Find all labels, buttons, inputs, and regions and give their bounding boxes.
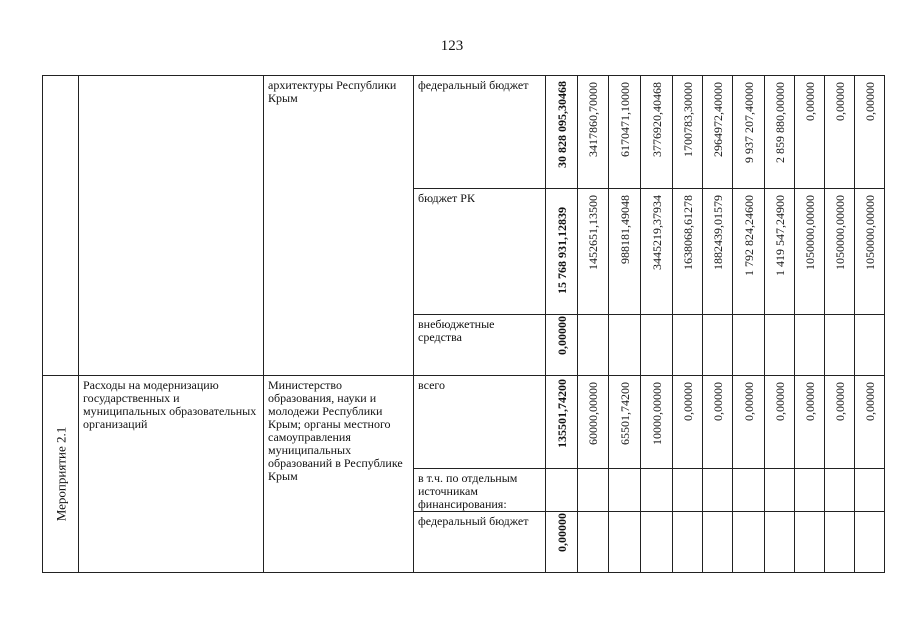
year-value-cell: [578, 314, 609, 375]
year-value-cell: [825, 512, 855, 573]
funding-source-cell: федеральный бюджет: [414, 76, 546, 189]
total-cell: 0,00000: [546, 512, 578, 573]
year-value-cell: [795, 314, 825, 375]
year-value-cell: [703, 314, 733, 375]
table-row: [43, 375, 885, 468]
year-value-cell: 1452651,13500: [578, 189, 609, 315]
year-value-cell: [825, 468, 855, 512]
total-cell: 30 828 095,30468: [546, 76, 578, 189]
year-value-cell: 65501,74200: [609, 375, 641, 468]
year-value-cell: [703, 512, 733, 573]
year-value-cell: 6170471,10000: [609, 76, 641, 189]
total-cell: 15 768 931,12839: [546, 189, 578, 315]
year-value-cell: [765, 314, 795, 375]
year-value-cell: [641, 512, 673, 573]
year-value-cell: 0,00000: [825, 375, 855, 468]
year-value-cell: 988181,49048: [609, 189, 641, 315]
year-value-cell: 1050000,00000: [855, 189, 885, 315]
year-value-cell: 10000,00000: [641, 375, 673, 468]
event-number-cell: [43, 76, 79, 376]
year-value-cell: [578, 468, 609, 512]
year-value-cell: 60000,00000: [578, 375, 609, 468]
year-value-cell: [765, 468, 795, 512]
funding-source-cell: всего: [414, 375, 546, 468]
total-cell: 135501,74200: [546, 375, 578, 468]
event-name-cell: Расходы на модернизацию государственных и муниципальных образовательных организаций: [79, 375, 264, 572]
total-cell: 0,00000: [546, 314, 578, 375]
table-row: [43, 76, 885, 189]
year-value-cell: 1700783,30000: [673, 76, 703, 189]
year-value-cell: [609, 314, 641, 375]
year-value-cell: [609, 468, 641, 512]
year-value-cell: 1638068,61278: [673, 189, 703, 315]
year-value-cell: 1050000,00000: [795, 189, 825, 315]
year-value-cell: [855, 512, 885, 573]
year-value-cell: [855, 468, 885, 512]
year-value-cell: [733, 468, 765, 512]
year-value-cell: 0,00000: [855, 375, 885, 468]
year-value-cell: [855, 314, 885, 375]
year-value-cell: [641, 314, 673, 375]
executor-cell: Министерство образования, науки и молодежи Республики Крым; органы местного самоуправления муниципальных образований в Республике Крым: [264, 375, 414, 572]
year-value-cell: [609, 512, 641, 573]
page-number: 123: [440, 38, 464, 54]
year-value-cell: [673, 468, 703, 512]
year-value-cell: [733, 314, 765, 375]
year-value-cell: 9 937 207,40000: [733, 76, 765, 189]
year-value-cell: 1882439,01579: [703, 189, 733, 315]
year-value-cell: [765, 512, 795, 573]
year-value-cell: 1 792 824,24600: [733, 189, 765, 315]
year-value-cell: 0,00000: [795, 76, 825, 189]
year-value-cell: 0,00000: [855, 76, 885, 189]
year-value-cell: [795, 468, 825, 512]
year-value-cell: 2 859 880,00000: [765, 76, 795, 189]
funding-source-cell: бюджет РК: [414, 189, 546, 315]
year-value-cell: 3776920,40468: [641, 76, 673, 189]
year-value-cell: 0,00000: [765, 375, 795, 468]
year-value-cell: 3445219,37934: [641, 189, 673, 315]
year-value-cell: 0,00000: [795, 375, 825, 468]
year-value-cell: 2964972,40000: [703, 76, 733, 189]
year-value-cell: 0,00000: [703, 375, 733, 468]
year-value-cell: 0,00000: [673, 375, 703, 468]
event-name-cell: [79, 76, 264, 376]
year-value-cell: [578, 512, 609, 573]
executor-cell: архитектуры Республики Крым: [264, 76, 414, 376]
year-value-cell: [703, 468, 733, 512]
year-value-cell: 0,00000: [825, 76, 855, 189]
year-value-cell: [641, 468, 673, 512]
total-cell: [546, 468, 578, 512]
year-value-cell: 1 419 547,24900: [765, 189, 795, 315]
year-value-cell: 1050000,00000: [825, 189, 855, 315]
year-value-cell: [673, 512, 703, 573]
year-value-cell: [825, 314, 855, 375]
year-value-cell: [673, 314, 703, 375]
event-number-cell: Мероприятие 2.1: [43, 375, 79, 572]
year-value-cell: [795, 512, 825, 573]
year-value-cell: 3417860,70000: [578, 76, 609, 189]
budget-table: [42, 75, 885, 573]
funding-source-cell: в т.ч. по отдельным источникам финансирования:: [414, 468, 546, 512]
funding-source-cell: внебюджетные средства: [414, 314, 546, 375]
year-value-cell: [733, 512, 765, 573]
year-value-cell: 0,00000: [733, 375, 765, 468]
funding-source-cell: федеральный бюджет: [414, 512, 546, 573]
